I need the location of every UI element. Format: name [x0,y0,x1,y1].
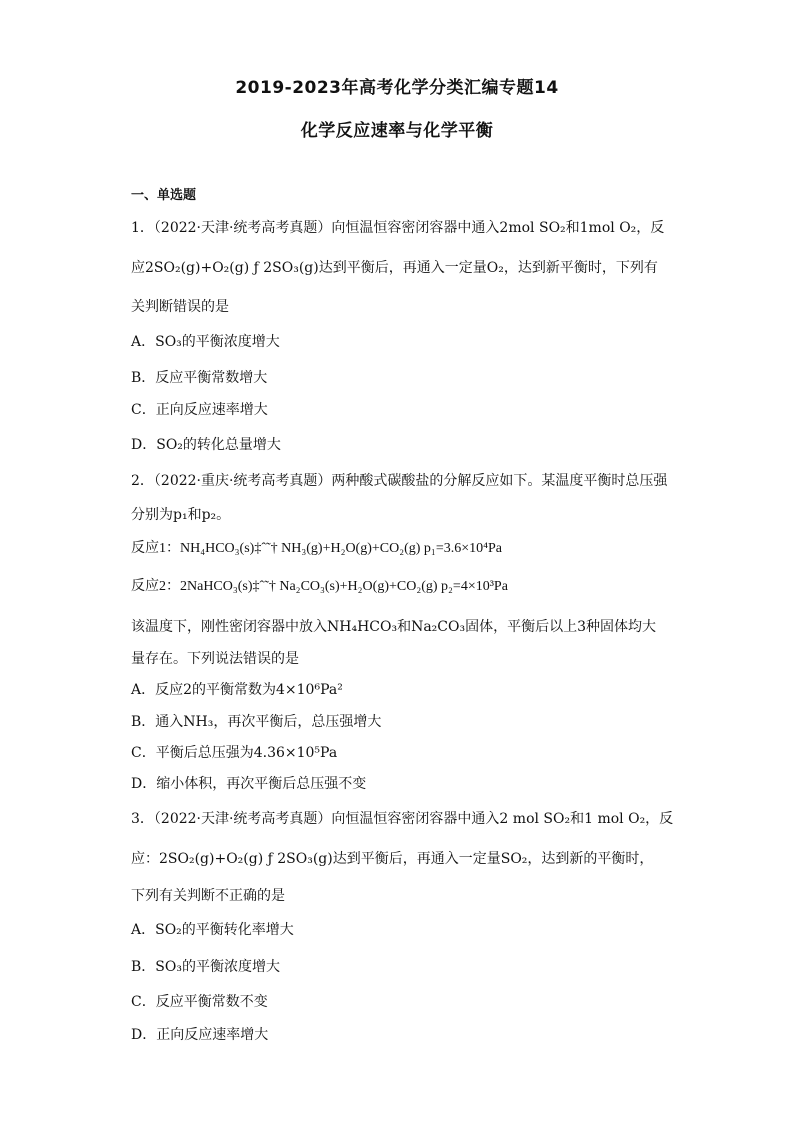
q2-line-5: 该温度下，刚性密闭容器中放入NH₄HCO₃和Na₂CO₃固体，平衡后以上3种固体均大 [131,619,656,635]
q2-line-6: 量存在。下列说法错误的是 [131,651,299,667]
q3-option-a: A．SO₂的平衡转化率增大 [131,922,294,938]
q3-option-b: B．SO₃的平衡浓度增大 [131,959,280,975]
q1-line-2: 应2SO₂(g)+O₂(g) ƒ 2SO₃(g)达到平衡后，再通入一定量O₂，达到新平衡时，下列有 [131,260,658,276]
q2-option-d: D．缩小体积，再次平衡后总压强不变 [131,776,367,792]
q2-reaction-1: 反应1：NH₄HCO₃(s)‡ˆ˜† NH₃(g)+H₂O(g)+CO₂(g) p₁=3.6×10⁴Pa [131,541,502,556]
q3-option-c: C．反应平衡常数不变 [131,994,268,1010]
q3-line-3: 下列有关判断不正确的是 [131,888,285,904]
document-title: 2019-2023年高考化学分类汇编专题14 [235,78,559,98]
q2-reaction-2: 反应2：2NaHCO₃(s)‡ˆ˜† Na₂CO₃(s)+H₂O(g)+CO₂(g) p₂=4×10³Pa [131,579,508,594]
document-subtitle: 化学反应速率与化学平衡 [300,121,494,141]
q2-option-c: C．平衡后总压强为4.36×10⁵Pa [131,745,338,761]
q1-option-c: C．正向反应速率增大 [131,402,268,418]
section-heading: 一、单选题 [131,188,197,203]
q3-line-2: 应：2SO₂(g)+O₂(g) ƒ 2SO₃(g)达到平衡后，再通入一定量SO₂，达到新的平衡时， [131,851,654,867]
q2-option-a: A．反应2的平衡常数为4×10⁶Pa² [131,682,343,698]
q1-option-b: B．反应平衡常数增大 [131,370,268,386]
q1-line-3: 关判断错误的是 [131,299,229,315]
q1-option-a: A．SO₃的平衡浓度增大 [131,334,280,350]
q3-option-d: D．正向反应速率增大 [131,1027,269,1043]
q1-line-1: 1．（2022·天津·统考高考真题）向恒温恒容密闭容器中通入2mol SO₂和1mol O₂，反 [131,220,665,236]
q2-line-1: 2．（2022·重庆·统考高考真题）两种酸式碳酸盐的分解反应如下。某温度平衡时总压强 [131,473,668,489]
q1-option-d: D．SO₂的转化总量增大 [131,437,281,453]
q2-line-2: 分别为p₁和p₂。 [131,507,231,523]
q3-line-1: 3．（2022·天津·统考高考真题）向恒温恒容密闭容器中通入2 mol SO₂和1 mol O₂，反 [131,811,674,827]
q2-option-b: B．通入NH₃，再次平衡后，总压强增大 [131,714,382,730]
